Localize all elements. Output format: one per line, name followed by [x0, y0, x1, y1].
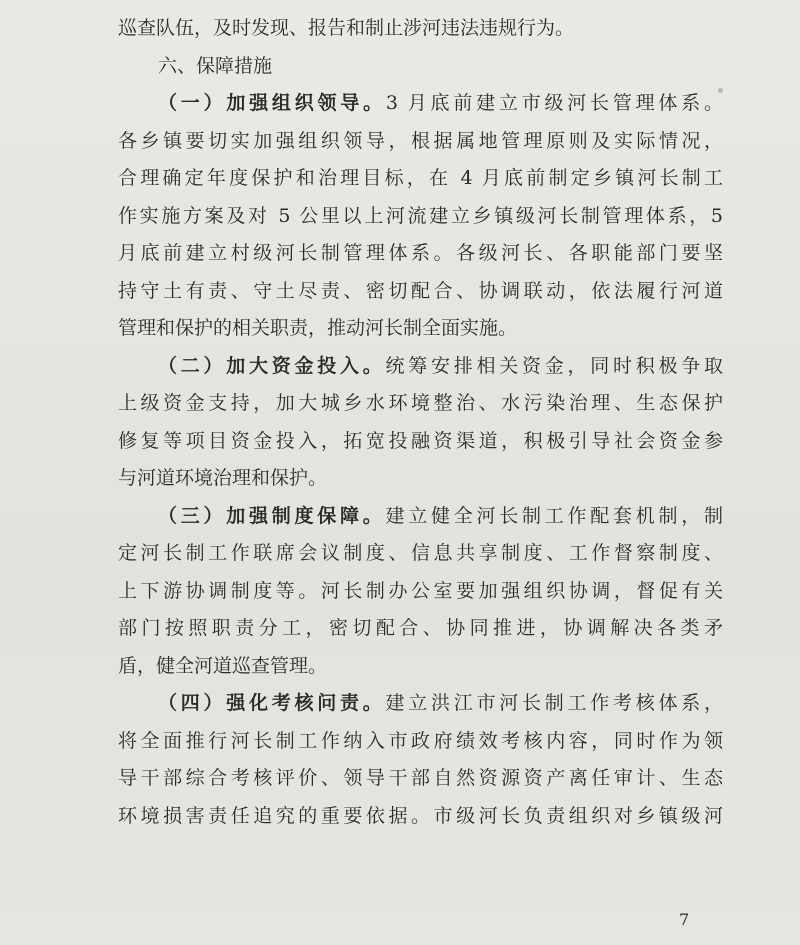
subsection-title: （一）加强组织领导。	[158, 92, 386, 114]
body-text	[118, 10, 723, 835]
text-line: 盾，健全河道巡查管理。	[118, 654, 328, 677]
text-line: 环境损害责任追究的重要依据。市级河长负责组织对乡镇级河	[118, 804, 723, 827]
page-number: 7	[679, 910, 690, 929]
text-line: 部门按照职责分工，密切配合、协同推进，协调解决各类矛	[118, 617, 723, 639]
text-segment: 建立洪江市河长制工作考核体系，	[385, 692, 723, 714]
text-line: 管理和保护的相关职责，推动河长制全面实施。	[118, 317, 518, 339]
text-segment: 统筹安排相关资金，同时积极争取	[385, 354, 723, 377]
text-line: 巡查队伍，及时发现、报告和制止涉河违法违规行为。	[118, 17, 575, 39]
text-line: 与河道环境治理和保护。	[118, 467, 328, 489]
subsection-title: （二）加大资金投入。	[158, 354, 386, 377]
subsection-title: （三）加强制度保障。	[158, 504, 386, 527]
text-line: 合理确定年度保护和治理目标，在 4 月底前制定乡镇河长制工	[118, 167, 723, 189]
text-line	[118, 348, 723, 386]
text-line	[118, 685, 723, 723]
text-line: 导干部综合考核评价、领导干部自然资源资产离任审计、生态	[118, 767, 723, 789]
text-segment: 3 月底前建立市级河长管理体系。	[385, 92, 723, 114]
text-segment: 建立健全河长制工作配套机制，制	[385, 504, 723, 527]
text-line: 作实施方案及对 5 公里以上河流建立乡镇级河长制管理体系，5	[118, 204, 723, 227]
subsection-title: （四）强化考核问责。	[158, 692, 386, 714]
text-line: 各乡镇要切实加强组织领导，根据属地管理原则及实际情况，	[118, 129, 723, 152]
text-line: 月底前建立村级河长制管理体系。各级河长、各职能部门要坚	[118, 242, 723, 264]
section-heading: 六、保障措施	[158, 54, 273, 77]
text-line: 修复等项目资金投入，拓宽投融资渠道，积极引导社会资金参	[118, 429, 723, 452]
text-line: 上下游协调制度等。河长制办公室要加强组织协调，督促有关	[118, 579, 723, 602]
text-line: 上级资金支持，加大城乡水环境整治、水污染治理、生态保护	[118, 392, 723, 414]
text-line	[118, 498, 723, 536]
text-line: 持守土有责、守土尽责、密切配合、协调联动，依法履行河道	[118, 279, 723, 302]
text-line	[118, 85, 723, 123]
text-line: 定河长制工作联席会议制度、信息共享制度、工作督察制度、	[118, 542, 723, 564]
text-line: 将全面推行河长制工作纳入市政府绩效考核内容，同时作为领	[118, 729, 723, 752]
